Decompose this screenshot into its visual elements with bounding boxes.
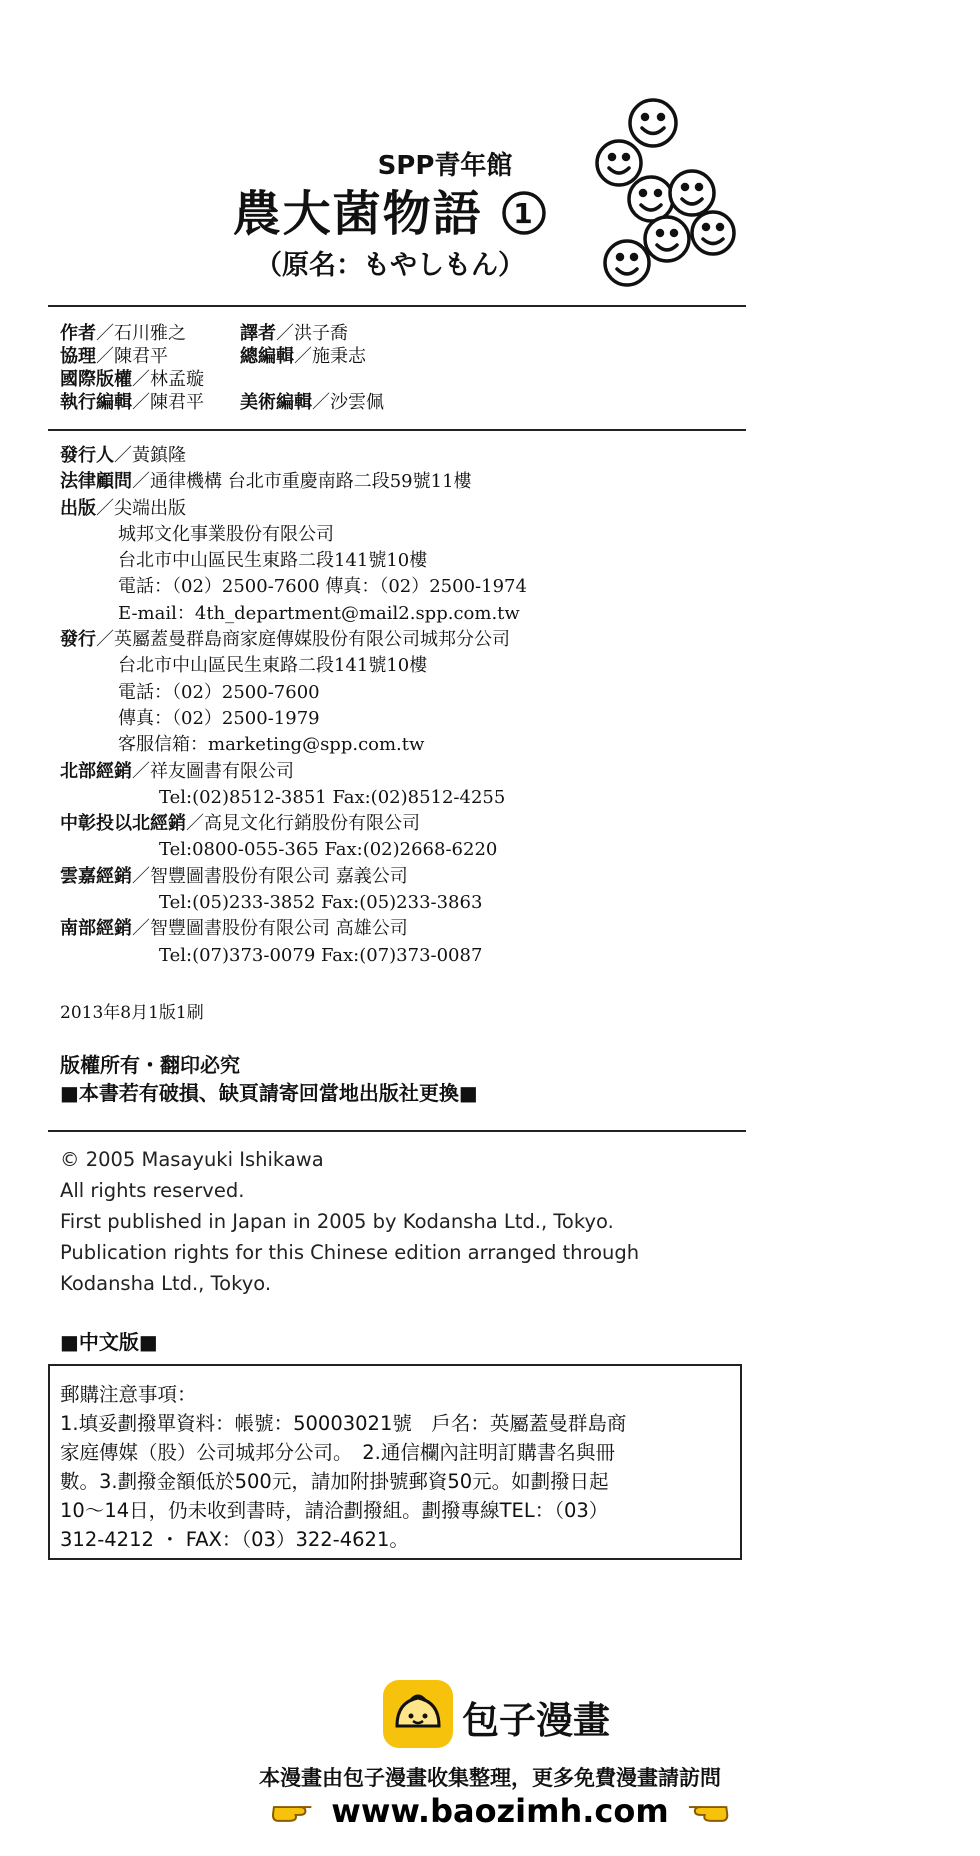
volume-badge xyxy=(501,190,547,236)
divider xyxy=(48,1130,746,1132)
mail-order-title: 郵購注意事項： xyxy=(60,1383,197,1406)
copyright-line: First published in Japan in 2005 by Kodansha Ltd., Tokyo. xyxy=(60,1210,614,1233)
central-dist-tel: Tel:0800-055-365 Fax:(02)2668-6220 xyxy=(159,839,498,861)
watermark-url-row xyxy=(270,1792,730,1830)
edition-date: 2013年8月1版1刷 xyxy=(60,1003,204,1023)
issuer-value: 黃鎮隆 xyxy=(132,445,186,466)
credits-row: 作者／石川雅之 譯者／洪子喬 xyxy=(60,323,348,344)
credit-label: 作者 xyxy=(60,323,96,344)
north-dist-label: 北部經銷 xyxy=(60,760,132,782)
smiley-face-icon xyxy=(605,241,649,285)
south-dist-label: 南部經銷 xyxy=(60,918,132,940)
credit-value: 施秉志 xyxy=(312,346,366,367)
central-dist-value: 高見文化行銷股份有限公司 xyxy=(204,813,420,835)
press-value: 尖端出版 xyxy=(114,497,186,519)
credits-row: 執行編輯／陳君平 美術編輯／沙雲佩 xyxy=(60,392,384,413)
credits-row: 協理／陳君平 總編輯／施秉志 xyxy=(60,346,366,367)
copyright-line: All rights reserved. xyxy=(60,1179,245,1202)
north-dist-tel: Tel:(02)8512-3851 Fax:(02)8512-4255 xyxy=(159,786,506,808)
dist-line: 台北市中山區民生東路二段141號10樓 xyxy=(118,655,428,677)
book-title-text: 農大菌物語 xyxy=(232,186,483,242)
copyright-line: © 2005 Masayuki Ishikawa xyxy=(60,1148,324,1171)
south-dist-tel: Tel:(07)373-0079 Fax:(07)373-0087 xyxy=(159,944,483,966)
credit-value: 石川雅之 xyxy=(114,323,186,344)
central-dist-label: 中彰投以北經銷 xyxy=(60,813,186,835)
divider xyxy=(48,429,746,431)
dist-value: 英屬蓋曼群島商家庭傳媒股份有限公司城邦分公司 xyxy=(114,629,510,651)
press-line: E-mail：4th_department@mail2.spp.com.tw xyxy=(118,602,520,624)
credit-label: 美術編輯 xyxy=(240,392,312,413)
credits-row: 國際版權／林孟璇 xyxy=(60,369,204,390)
chinese-edition-label: ■中文版■ xyxy=(60,1330,158,1354)
watermark-url-link[interactable]: www.baozimh.com xyxy=(331,1792,669,1830)
mail-order-line: 1.填妥劃撥單資料：帳號：50003021號 戶名：英屬蓋曼群島商 xyxy=(60,1412,627,1435)
smiley-face-icon xyxy=(597,141,641,185)
credit-value: 洪子喬 xyxy=(294,323,348,344)
pointing-hand-right-icon xyxy=(270,1797,315,1825)
dist-line: 傳真：（02）2500-1979 xyxy=(118,707,320,729)
rights-line: ■本書若有破損、缺頁請寄回當地出版社更換■ xyxy=(60,1081,478,1105)
credit-value: 林孟璇 xyxy=(150,369,204,390)
press-line: 城邦文化事業股份有限公司 xyxy=(118,523,334,545)
smiley-face-icon xyxy=(645,217,689,261)
rights-notice xyxy=(60,1051,478,1107)
issuer-label: 發行人 xyxy=(60,445,114,466)
baozi-logo-icon xyxy=(383,1680,453,1748)
credit-value: 陳君平 xyxy=(114,346,168,367)
copyright-line: Publication rights for this Chinese edition arranged through xyxy=(60,1241,640,1264)
credit-value: 陳君平 xyxy=(150,392,204,413)
credits-block xyxy=(60,322,384,414)
smiley-face-icon xyxy=(629,177,673,221)
press-line: 台北市中山區民生東路二段141號10樓 xyxy=(118,550,428,572)
pointing-hand-left-icon xyxy=(685,1797,730,1825)
legal-value: 通律機構 台北市重慶南路二段59號11樓 xyxy=(150,471,472,493)
smiley-face-icon xyxy=(692,212,734,254)
yunjia-dist-tel: Tel:(05)233-3852 Fax:(05)233-3863 xyxy=(159,892,483,914)
mail-order-line: 10～14日，仍未收到書時，請洽劃撥組。劃撥專線TEL：（03） xyxy=(60,1499,609,1522)
press-line: 電話：（02）2500-7600 傳真：（02）2500-1974 xyxy=(118,576,527,598)
smiley-face-icon xyxy=(670,171,714,215)
watermark-brand: 包子漫畫 xyxy=(462,1699,610,1742)
rights-line: 版權所有・翻印必究 xyxy=(60,1053,240,1077)
publisher-info: 發行人／黃鎮隆 法律顧問／通律機構 台北市重慶南路二段59號11樓 出版／尖端出版 城邦文化事業股份有限公司 台北市中山區民生東路二段141號10樓 電話：（02）2500-7600 傳真：（02）2500-1974 E-mail：4th_department@mail2.spp.com.tw 發行／英屬蓋曼群島商家庭傳媒股份有限公司城邦分公司 台北市中山區民生東路二段141號10樓 電話：（02）2500-7600 傳真：（02）2500-1979 客服信箱：marketing@spp.com.tw 北部經銷／祥友圖書有限公司 Tel:(02)8512-3851 Fax:(02)8512-4255 中彰投以北經銷／高見文化行銷股份有限公司 Tel:0800-055-365 Fax:(02)2668-6220 雲嘉經銷／智豐圖書股份有限公司 嘉義公司 Tel:(05)233-3852 Fax:(05)233-3863 南部經銷／智豐圖書股份有限公司 高雄公司 Tel:(07)373-0079 Fax:(07)373-0087 xyxy=(60,443,527,969)
north-dist-value: 祥友圖書有限公司 xyxy=(150,760,294,782)
press-label: 出版 xyxy=(60,497,96,519)
original-title: （原名：もやしもん） xyxy=(255,250,525,281)
mail-order-notes xyxy=(60,1380,740,1554)
watermark-promo: 本漫畫由包子漫畫收集整理，更多免費漫畫請訪問 xyxy=(259,1766,721,1790)
credit-label: 國際版權 xyxy=(60,369,132,390)
mail-order-line: 家庭傳媒（股）公司城邦分公司。 2.通信欄內註明訂購書名與冊 xyxy=(60,1441,615,1464)
smiley-faces-illustration xyxy=(585,95,745,295)
credit-label: 協理 xyxy=(60,346,96,367)
yunjia-dist-value: 智豐圖書股份有限公司 嘉義公司 xyxy=(150,865,408,887)
mail-order-line: 312-4212 ・ FAX：（03）322-4621。 xyxy=(60,1528,409,1551)
copyright-line: Kodansha Ltd., Tokyo. xyxy=(60,1272,272,1295)
credit-label: 總編輯 xyxy=(240,346,294,367)
book-title xyxy=(210,175,570,244)
divider xyxy=(48,305,746,307)
dist-label: 發行 xyxy=(60,629,96,651)
credit-value: 沙雲佩 xyxy=(330,392,384,413)
volume-number: 1 xyxy=(513,197,536,230)
dist-line: 客服信箱：marketing@spp.com.tw xyxy=(118,734,425,756)
series-name: SPP青年館 xyxy=(377,151,513,181)
mail-order-line: 數。3.劃撥金額低於500元，請加附掛號郵資50元。如劃撥日起 xyxy=(60,1470,609,1493)
smiley-face-icon xyxy=(630,100,676,146)
english-copyright xyxy=(60,1144,639,1299)
legal-label: 法律顧問 xyxy=(60,471,132,493)
yunjia-dist-label: 雲嘉經銷 xyxy=(60,865,132,887)
dist-line: 電話：（02）2500-7600 xyxy=(118,681,320,703)
credit-label: 譯者 xyxy=(240,323,276,344)
credit-label: 執行編輯 xyxy=(60,392,132,413)
south-dist-value: 智豐圖書股份有限公司 高雄公司 xyxy=(150,918,408,940)
